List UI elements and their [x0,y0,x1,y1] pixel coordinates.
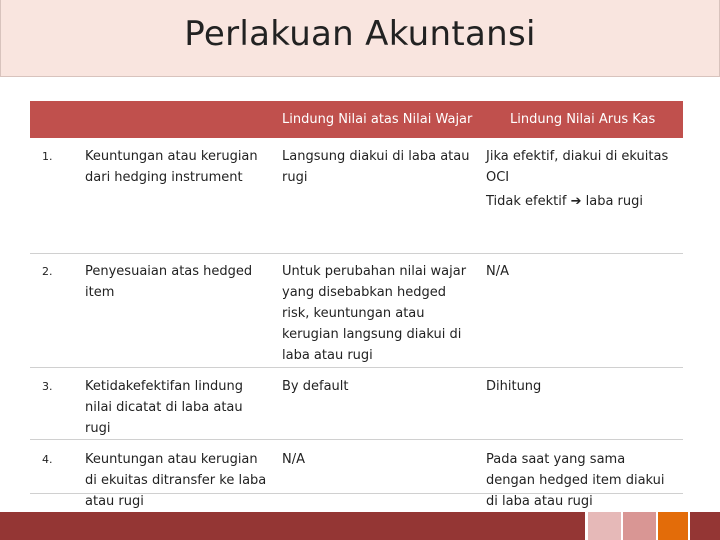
row-fair-value: Langsung diakui di laba atau rugi [282,149,470,185]
accounting-table-wrap [30,101,683,537]
header-cash-flow: Lindung Nilai Arus Kas [510,112,656,127]
header-empty-num [30,101,79,138]
row-number: 3. [30,367,79,439]
page-title: Perlakuan Akuntansi [184,14,536,54]
header-empty-item [79,101,276,138]
row-cash-flow: N/A [480,253,683,367]
ineffective-note [486,191,677,212]
arrow-right-icon: ➔ [570,194,582,209]
footer-light-block [588,512,621,540]
ineffective-target: laba rugi [585,194,643,209]
row-item: Ketidakefektifan lindung nilai dicatat di laba atau rugi [79,367,276,439]
accounting-table [30,101,683,537]
table-bottom-divider [30,493,683,494]
row-item: Keuntungan atau kerugian dari hedging instrument [85,149,258,185]
table-header-row [30,101,683,138]
row-fair-value: Untuk perubahan nilai wajar yang disebabkan hedged risk, keuntungan atau kerugian langsung diakui di laba atau rugi [276,253,480,367]
row-number: 1. [42,150,53,163]
row-cash-flow [480,138,683,253]
table-row [30,367,683,439]
row-cash-flow-text: Jika efektif, diakui di ekuitas OCI [486,149,669,185]
footer-end-block [690,512,720,540]
row-cash-flow: Dihitung [480,367,683,439]
row-fair-value: N/A [276,439,480,537]
table-row [30,138,683,253]
row-item: Penyesuaian atas hedged item [79,253,276,367]
footer-band [0,512,720,540]
footer-mid-block [623,512,656,540]
footer-orange-block [658,512,688,540]
footer-dark-block [0,512,585,540]
row-number: 2. [30,253,79,367]
table-row [30,253,683,367]
header-fair-value: Lindung Nilai atas Nilai Wajar [282,112,473,127]
row-number: 4. [30,439,79,537]
row-item: Keuntungan atau kerugian di ekuitas ditransfer ke laba atau rugi [79,439,276,537]
row-fair-value: By default [276,367,480,439]
row-cash-flow: Pada saat yang sama dengan hedged item diakui di laba atau rugi [480,439,683,537]
ineffective-label: Tidak efektif [486,194,567,209]
